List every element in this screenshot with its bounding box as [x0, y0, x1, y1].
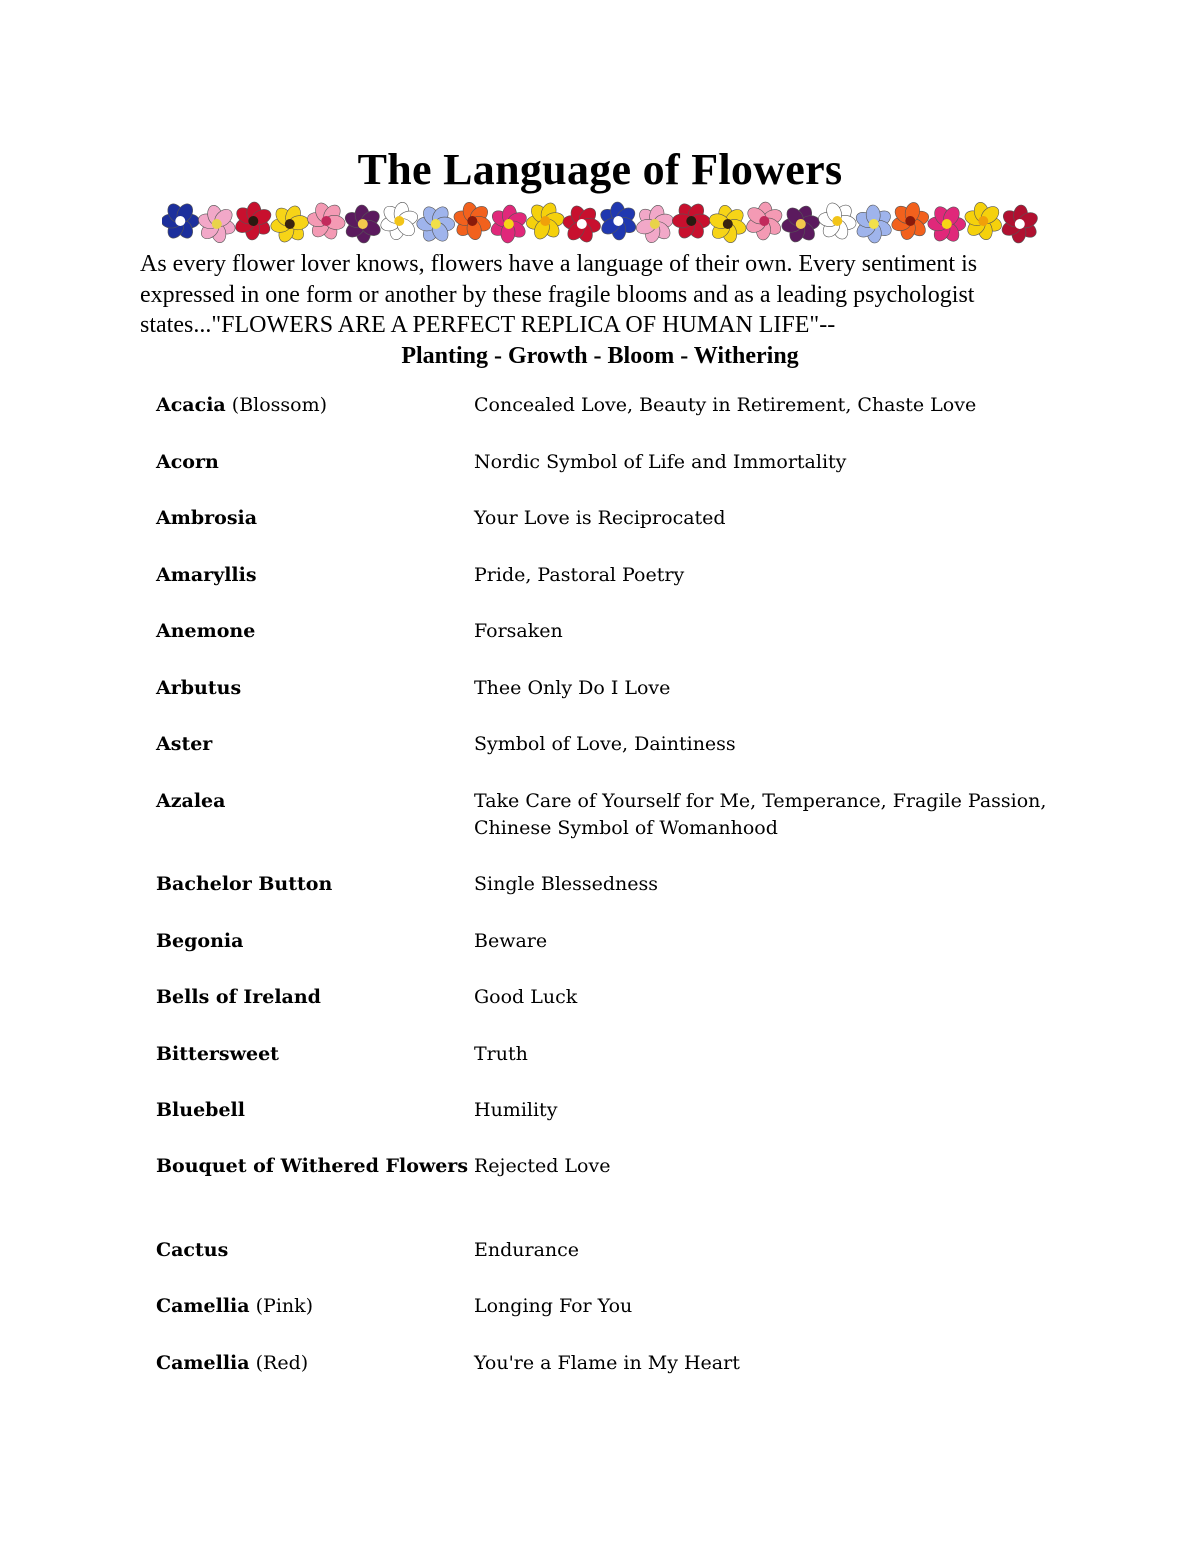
flower-name: Camellia [156, 1295, 250, 1317]
flower-meaning: You're a Flame in My Heart [474, 1352, 740, 1374]
table-row [156, 505, 1056, 532]
flower-meaning: Your Love is Reciprocated [474, 507, 726, 529]
flower-name-cell [156, 562, 474, 589]
flower-meaning: Endurance [474, 1239, 580, 1261]
flower-name: Begonia [156, 930, 244, 952]
page-title: The Language of Flowers [357, 145, 843, 194]
flower-icon [379, 201, 420, 241]
table-row [156, 731, 1056, 758]
flower-meaning: Symbol of Love, Daintiness [474, 733, 736, 755]
flower-meaning: Humility [474, 1099, 558, 1121]
flower-meaning: Single Blessedness [474, 873, 659, 895]
flower-meaning: Pride, Pastoral Poetry [474, 564, 685, 586]
flower-icon [233, 201, 273, 240]
flower-meaning: Longing For You [474, 1295, 633, 1317]
table-row [156, 928, 1056, 955]
flower-name-cell [156, 788, 474, 842]
flower-name-cell [156, 1350, 474, 1377]
flower-meaning: Concealed Love, Beauty in Retirement, Chaste Love [474, 394, 977, 416]
flower-meaning: Nordic Symbol of Life and Immortality [474, 451, 847, 473]
flower-icon [635, 204, 675, 244]
flower-name: Anemone [156, 620, 256, 642]
flower-name: Bells of Ireland [156, 986, 321, 1008]
flower-name: Amaryllis [156, 564, 257, 586]
table-row [156, 1153, 1056, 1180]
flower-icon [744, 201, 784, 240]
table-row [156, 392, 1056, 419]
table-row [156, 618, 1056, 645]
flower-icon [489, 204, 529, 243]
flower-icon [1000, 204, 1038, 243]
table-row [156, 1097, 1056, 1124]
flower-name-cell [156, 928, 474, 955]
table-row [156, 871, 1056, 898]
flower-name: Aster [156, 733, 213, 755]
flower-meaning: Beware [474, 930, 548, 952]
flower-border-icon [162, 196, 1038, 248]
flower-qualifier: (Red) [255, 1352, 309, 1374]
flower-name: Acacia [156, 394, 226, 416]
flower-qualifier: (Pink) [255, 1295, 314, 1317]
flower-name: Azalea [156, 790, 226, 812]
flower-meaning: Thee Only Do I Love [474, 677, 671, 699]
flower-name: Bachelor Button [156, 873, 333, 895]
flower-name: Cactus [156, 1239, 229, 1261]
flower-name-cell [156, 675, 474, 702]
table-row [156, 1350, 1056, 1377]
flower-icon [963, 201, 1003, 241]
flower-name: Bluebell [156, 1099, 245, 1121]
flower-meaning: Forsaken [474, 620, 563, 642]
table-row [156, 788, 1056, 842]
flower-name-cell [156, 392, 474, 419]
flower-icon [854, 205, 894, 244]
flower-name: Camellia [156, 1352, 250, 1374]
flower-name-cell [156, 1041, 474, 1068]
flower-meaning: Truth [474, 1043, 528, 1065]
table-row [156, 449, 1056, 476]
flower-icon [162, 201, 199, 241]
flower-icon [452, 201, 492, 241]
flower-meaning: Rejected Love [474, 1155, 611, 1177]
table-row [156, 984, 1056, 1011]
flower-name-cell [156, 505, 474, 532]
flower-name-cell [156, 618, 474, 645]
flower-icon [417, 204, 455, 244]
flower-icon [306, 201, 346, 242]
flower-icon [343, 205, 383, 244]
flower-icon [598, 202, 638, 241]
flower-name: Bittersweet [156, 1043, 279, 1065]
flower-name-cell [156, 1293, 474, 1320]
flower-icon [890, 201, 930, 241]
flower-name-cell [156, 449, 474, 476]
flower-icon [562, 204, 602, 244]
table-row [156, 675, 1056, 702]
flower-name-cell [156, 871, 474, 898]
flower-icon [928, 204, 966, 244]
intro-text: As every flower lover knows, flowers have a language of their own. Every sentiment is expressed in one form or another by these fragile blooms and as a leading psychologist states..."FLOWERS ARE A PERFECT REPLICA OF HUMAN LIFE"-- [140, 251, 978, 338]
flower-icon [781, 204, 821, 244]
flower-name: Ambrosia [156, 507, 258, 529]
flower-meaning: Good Luck [474, 986, 578, 1008]
flower-name-cell [156, 1153, 474, 1180]
table-row [156, 1237, 1056, 1264]
flower-icon [672, 201, 710, 241]
flower-icon [708, 204, 748, 244]
intro-paragraph [140, 249, 1060, 371]
flower-name-cell [156, 1097, 474, 1124]
flower-icon [270, 204, 310, 245]
flower-icon [525, 201, 565, 242]
table-row [156, 1041, 1056, 1068]
flower-icon [817, 201, 857, 241]
flower-name-cell [156, 984, 474, 1011]
flower-name-cell [156, 731, 474, 758]
flower-name: Bouquet of Withered Flowers [156, 1155, 469, 1177]
flower-meaning: Take Care of Yourself for Me, Temperance, Fragile Passion, Chinese Symbol of Womanhood [474, 790, 1047, 839]
flower-name: Acorn [156, 451, 219, 473]
flower-name-cell [156, 1237, 474, 1264]
table-row [156, 562, 1056, 589]
flower-name: Arbutus [156, 677, 242, 699]
intro-tagline: Planting - Growth - Bloom - Withering [401, 342, 799, 369]
flower-icon [197, 204, 237, 244]
flower-qualifier: (Blossom) [231, 394, 328, 416]
table-row [156, 1293, 1056, 1320]
